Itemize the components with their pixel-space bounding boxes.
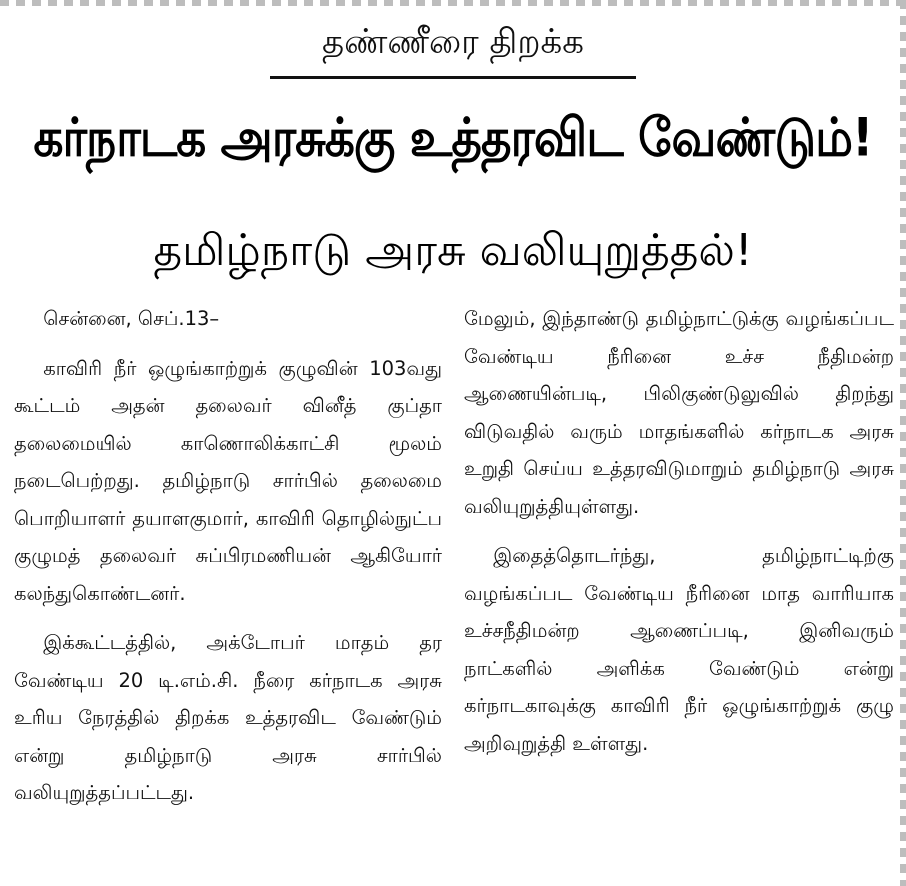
paragraph: இக்கூட்டத்தில், அக்டோபர் மாதம் தர வேண்டிய 20 டி.எம்.சி. நீரை கர்நாடக அரசு உரிய நேரத்தில் திறக்க உத்தரவிட வேண்டும் என்று தமிழ்நாடு அரசு சார்பில் வலியுறுத்தப்பட்டது. <box>14 631 442 804</box>
column-left <box>14 300 442 812</box>
dateline: சென்னை, செப்.13– <box>43 307 220 330</box>
clipping-border-top <box>0 0 906 6</box>
paragraph: மேலும், இந்தாண்டு தமிழ்நாட்டுக்கு வழங்கப்பட வேண்டிய நீரினை உச்ச நீதிமன்ற ஆணையின்படி, பிலிகுண்டுலுவில் திறந்து விடுவதில் வரும் மாதங்களில் கர்நாடக அரசு உறுதி செய்ய உத்தரவிடுமாறும் தமிழ்நாடு அரசு வலியுறுத்தியுள்ளது. <box>464 307 894 518</box>
headline: கர்நாடக அரசுக்கு உத்தரவிட வேண்டும்! <box>33 107 873 169</box>
subheadline: தமிழ்நாடு அரசு வலியுறுத்தல்! <box>153 225 753 276</box>
column-right <box>464 300 894 762</box>
kicker: தண்ணீரை திறக்க <box>321 22 585 62</box>
kicker-underline <box>270 76 636 79</box>
paragraph: காவிரி நீர் ஒழுங்காற்றுக் குழுவின் 103வது கூட்டம் அதன் தலைவர் வினீத் குப்தா தலைமையில் காணொலிக்காட்சி மூலம் நடைபெற்றது. தமிழ்நாடு சார்பில் தலைமை பொறியாளர் தயாளகுமார், காவிரி தொழில்நுட்ப குழுமத் தலைவர் சுப்பிரமணியன் ஆகியோர் கலந்துகொண்டனர். <box>14 356 442 605</box>
paragraph: இதைத்தொடர்ந்து, தமிழ்நாட்டிற்கு வழங்கப்பட வேண்டிய நீரினை மாத வாரியாக உச்சநீதிமன்ற ஆணைப்படி, இனிவரும் நாட்களில் அளிக்க வேண்டும் என்று கர்நாடகாவுக்கு காவிரி நீர் ஒழுங்காற்றுக் குழு அறிவுறுத்தி உள்ளது. <box>464 544 894 755</box>
